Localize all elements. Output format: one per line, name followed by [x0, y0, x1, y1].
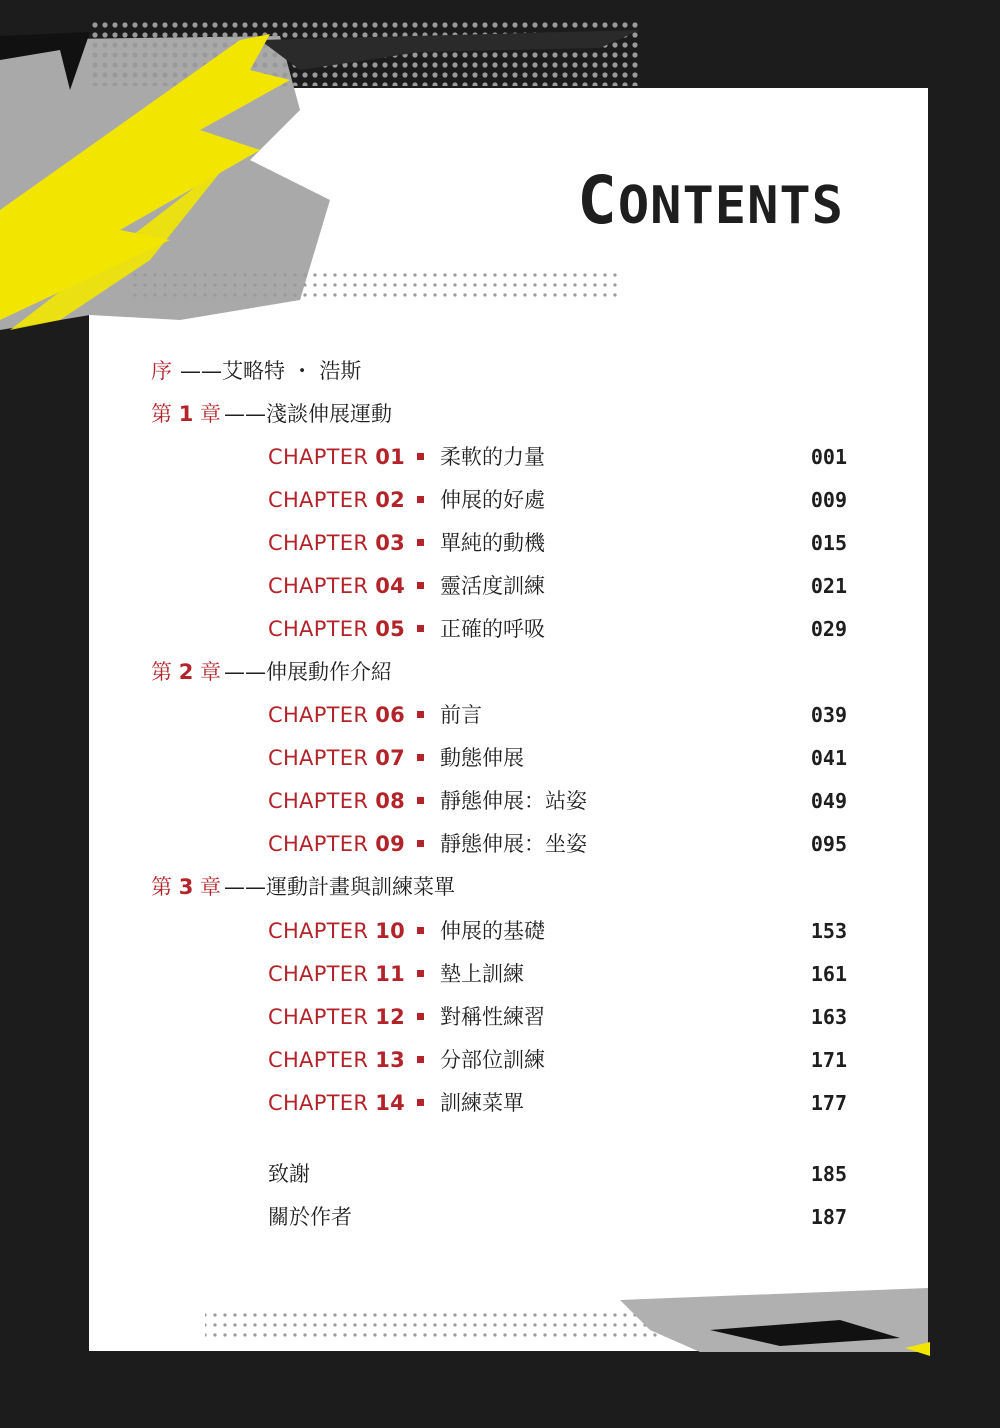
chapter-label: CHAPTER 04 — [268, 574, 406, 598]
chapter-label: CHAPTER 06 — [268, 703, 406, 727]
toc-chapter-13[interactable] — [0, 1045, 1000, 1075]
part-title: ——運動計畫與訓練菜單 — [224, 875, 455, 899]
toc-part-3[interactable] — [0, 872, 1000, 902]
chapter-title: 正確的呼吸 — [440, 617, 545, 641]
back-matter-title: 關於作者 — [268, 1205, 352, 1229]
toc-chapter-02[interactable] — [0, 485, 1000, 515]
bullet-icon — [417, 754, 424, 761]
chapter-title: 分部位訓練 — [440, 1048, 545, 1072]
part-number: 第 3 章 — [151, 875, 221, 899]
page-number: 015 — [810, 531, 847, 555]
bullet-icon — [417, 797, 424, 804]
chapter-label: CHAPTER 03 — [268, 531, 406, 555]
page-number: 049 — [810, 789, 847, 813]
bullet-icon — [417, 539, 424, 546]
part-title: ——伸展動作介紹 — [224, 660, 392, 684]
chapter-label: CHAPTER 13 — [268, 1048, 406, 1072]
bullet-icon — [417, 496, 424, 503]
chapter-label: CHAPTER 02 — [268, 488, 406, 512]
page-number: 187 — [810, 1205, 847, 1229]
toc-preface[interactable] — [0, 356, 1000, 386]
chapter-title: 訓練菜單 — [440, 1091, 524, 1115]
chapter-label: CHAPTER 09 — [268, 832, 406, 856]
page-number: 177 — [810, 1091, 847, 1115]
toc-chapter-01[interactable] — [0, 442, 1000, 472]
chapter-label: CHAPTER 14 — [268, 1091, 406, 1115]
bullet-icon — [417, 1056, 424, 1063]
page-number: 001 — [810, 445, 847, 469]
chapter-title: 靈活度訓練 — [440, 574, 545, 598]
page-number: 095 — [810, 832, 847, 856]
chapter-label: CHAPTER 10 — [268, 919, 406, 943]
toc-chapter-10[interactable] — [0, 916, 1000, 946]
bullet-icon — [417, 1013, 424, 1020]
toc-chapter-06[interactable] — [0, 700, 1000, 730]
chapter-title: 墊上訓練 — [440, 962, 524, 986]
chapter-title: 單純的動機 — [440, 531, 545, 555]
back-matter-title: 致謝 — [268, 1162, 310, 1186]
chapter-title: 柔軟的力量 — [440, 445, 545, 469]
chapter-title: 伸展的好處 — [440, 488, 545, 512]
page-number: 041 — [810, 746, 847, 770]
part-number: 第 1 章 — [151, 402, 221, 426]
toc-chapter-09[interactable] — [0, 829, 1000, 859]
toc-chapter-08[interactable] — [0, 786, 1000, 816]
toc-chapter-14[interactable] — [0, 1088, 1000, 1118]
page-number: 039 — [810, 703, 847, 727]
toc-chapter-12[interactable] — [0, 1002, 1000, 1032]
page-number: 029 — [810, 617, 847, 641]
chapter-title: 靜態伸展：站姿 — [440, 789, 587, 813]
page-number: 153 — [810, 919, 847, 943]
bullet-icon — [417, 840, 424, 847]
page-number: 161 — [810, 962, 847, 986]
preface-label: 序 — [151, 359, 172, 383]
chapter-title: 靜態伸展：坐姿 — [440, 832, 587, 856]
chapter-title: 前言 — [440, 703, 482, 727]
toc-chapter-11[interactable] — [0, 959, 1000, 989]
chapter-label: CHAPTER 12 — [268, 1005, 406, 1029]
chapter-label: CHAPTER 01 — [268, 445, 406, 469]
toc-acknowledgements[interactable] — [0, 1159, 1000, 1189]
bullet-icon — [417, 453, 424, 460]
page-number: 163 — [810, 1005, 847, 1029]
bullet-icon — [417, 625, 424, 632]
toc-part-1[interactable] — [0, 399, 1000, 429]
toc-chapter-07[interactable] — [0, 743, 1000, 773]
page-number: 021 — [810, 574, 847, 598]
bullet-icon — [417, 1099, 424, 1106]
bullet-icon — [417, 927, 424, 934]
chapter-title: 對稱性練習 — [440, 1005, 545, 1029]
chapter-label: CHAPTER 08 — [268, 789, 406, 813]
part-title: ——淺談伸展運動 — [224, 402, 392, 426]
page-number: 009 — [810, 488, 847, 512]
toc-about-author[interactable] — [0, 1202, 1000, 1232]
bullet-icon — [417, 582, 424, 589]
page-number: 185 — [810, 1162, 847, 1186]
toc-chapter-03[interactable] — [0, 528, 1000, 558]
page-number: 171 — [810, 1048, 847, 1072]
chapter-title: 伸展的基礎 — [440, 919, 545, 943]
bullet-icon — [417, 711, 424, 718]
preface-title: ——艾略特 ・ 浩斯 — [180, 359, 362, 383]
toc-chapter-05[interactable] — [0, 614, 1000, 644]
part-number: 第 2 章 — [151, 660, 221, 684]
chapter-title: 動態伸展 — [440, 746, 524, 770]
chapter-label: CHAPTER 05 — [268, 617, 406, 641]
bullet-icon — [417, 970, 424, 977]
chapter-label: CHAPTER 11 — [268, 962, 406, 986]
toc-part-2[interactable] — [0, 657, 1000, 687]
chapter-label: CHAPTER 07 — [268, 746, 406, 770]
contents-title: CONTENTS — [577, 162, 844, 239]
toc-chapter-04[interactable] — [0, 571, 1000, 601]
